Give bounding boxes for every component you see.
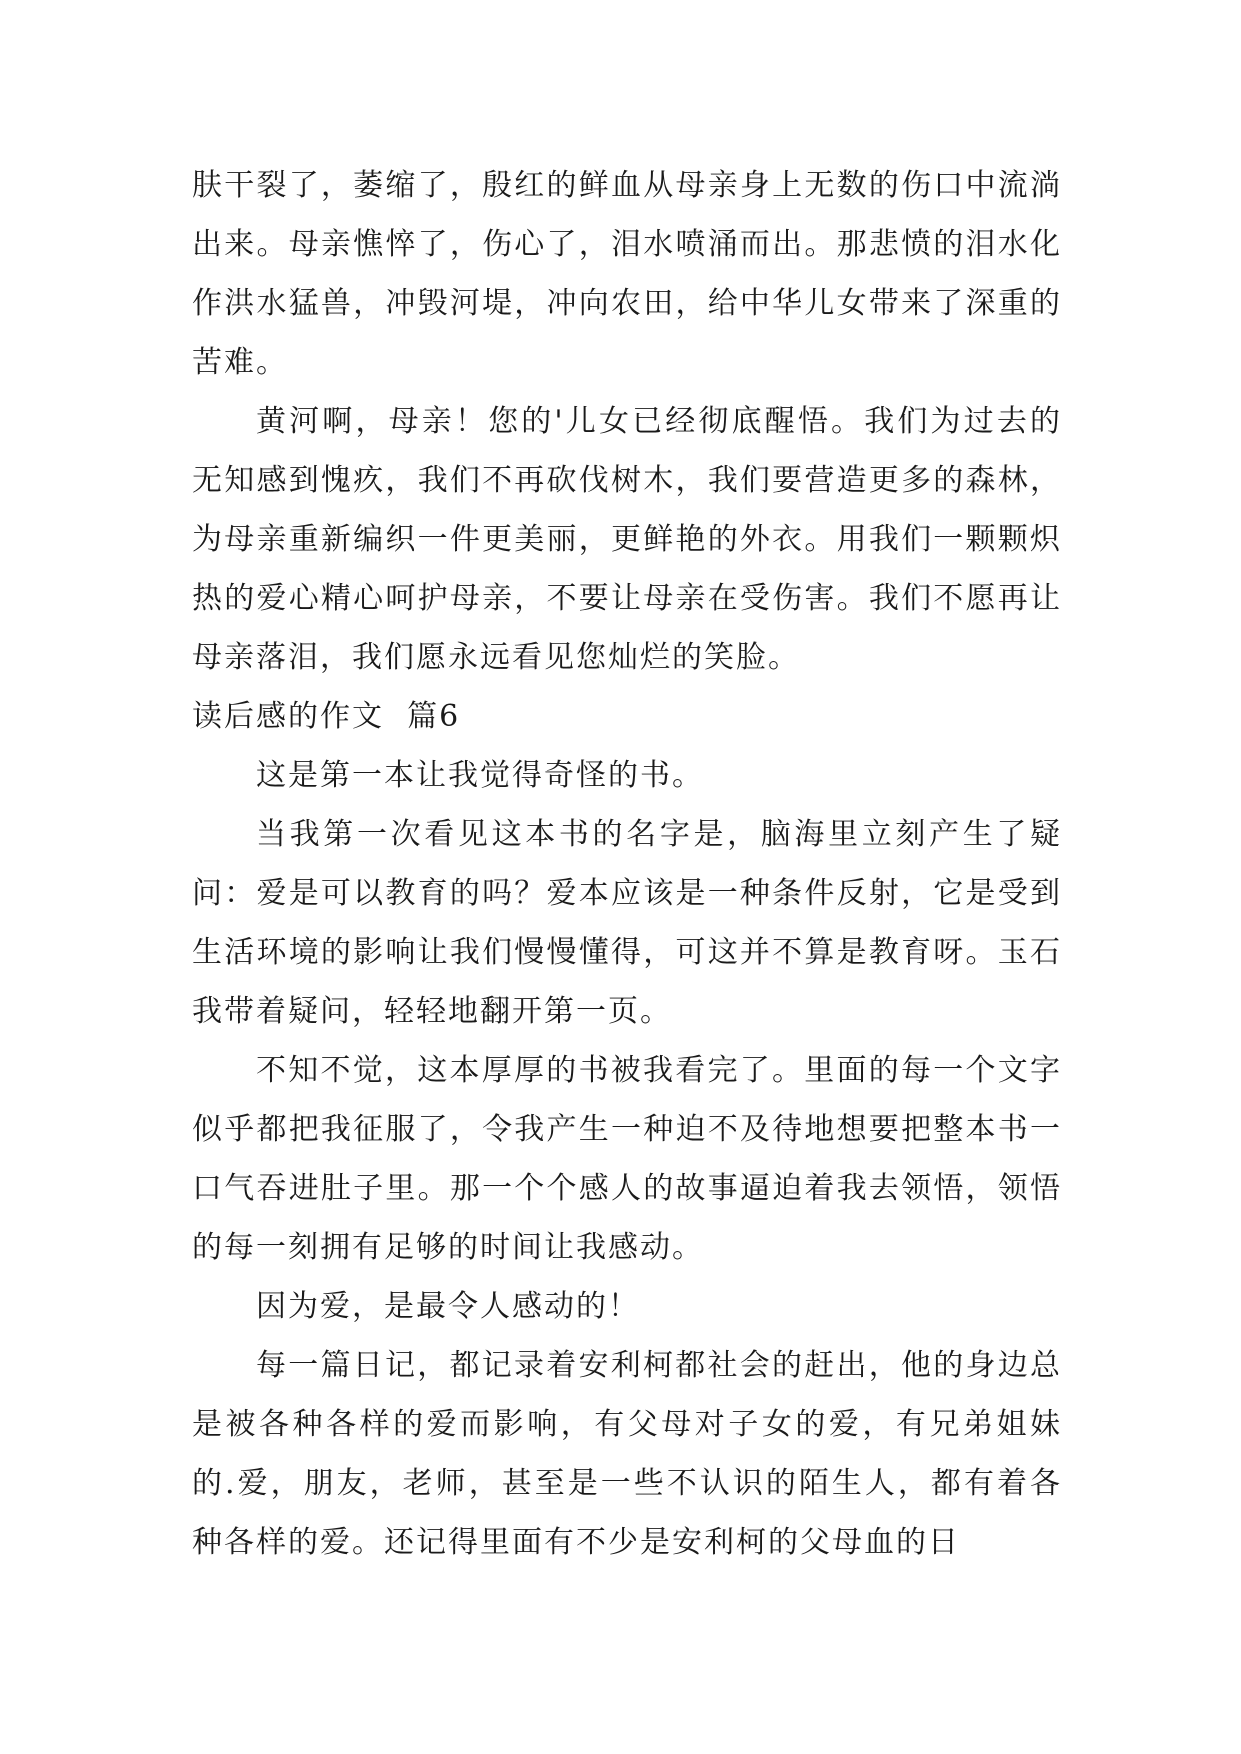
paragraph: 每一篇日记，都记录着安利柯都社会的赶出，他的身边总是被各种各样的爱而影响，有父母对子女的爱，有兄弟姐妹的.爱，朋友，老师，甚至是一些不认识的陌生人，都有着各种各样的爱。还记得里面有不少是安利柯的父母血的日 — [192, 1348, 1062, 1560]
paragraph: 黄河啊，母亲！您的'儿女已经彻底醒悟。我们为过去的无知感到愧疚，我们不再砍伐树木，我们要营造更多的森林，为母亲重新编织一件更美丽，更鲜艳的外衣。用我们一颗颗炽热的爱心精心呵护母亲，不要让母亲在受伤害。我们不愿再让母亲落泪，我们愿永远看见您灿烂的笑脸。 — [192, 404, 1062, 675]
paragraph: 因为爱，是最令人感动的！ — [256, 1289, 640, 1324]
section-heading: 读后感的作文 篇6 — [192, 699, 461, 734]
paragraph: 这是第一本让我觉得奇怪的书。 — [256, 758, 704, 793]
paragraph: 不知不觉，这本厚厚的书被我看完了。里面的每一个文字似乎都把我征服了，令我产生一种迫不及待地想要把整本书一口气吞进肚子里。那一个个感人的故事逼迫着我去领悟，领悟的每一刻拥有足够的时间让我感动。 — [192, 1053, 1062, 1265]
paragraph: 肤干裂了，萎缩了，殷红的鲜血从母亲身上无数的伤口中流淌出来。母亲憔悴了，伤心了，泪水喷涌而出。那悲愤的泪水化作洪水猛兽，冲毁河堤，冲向农田，给中华儿女带来了深重的苦难。 — [192, 168, 1062, 380]
paragraph: 当我第一次看见这本书的名字是，脑海里立刻产生了疑问：爱是可以教育的吗？爱本应该是一种条件反射，它是受到生活环境的影响让我们慢慢懂得，可这并不算是教育呀。玉石我带着疑问，轻轻地翻开第一页。 — [192, 817, 1062, 1029]
document-body — [192, 156, 1062, 1572]
